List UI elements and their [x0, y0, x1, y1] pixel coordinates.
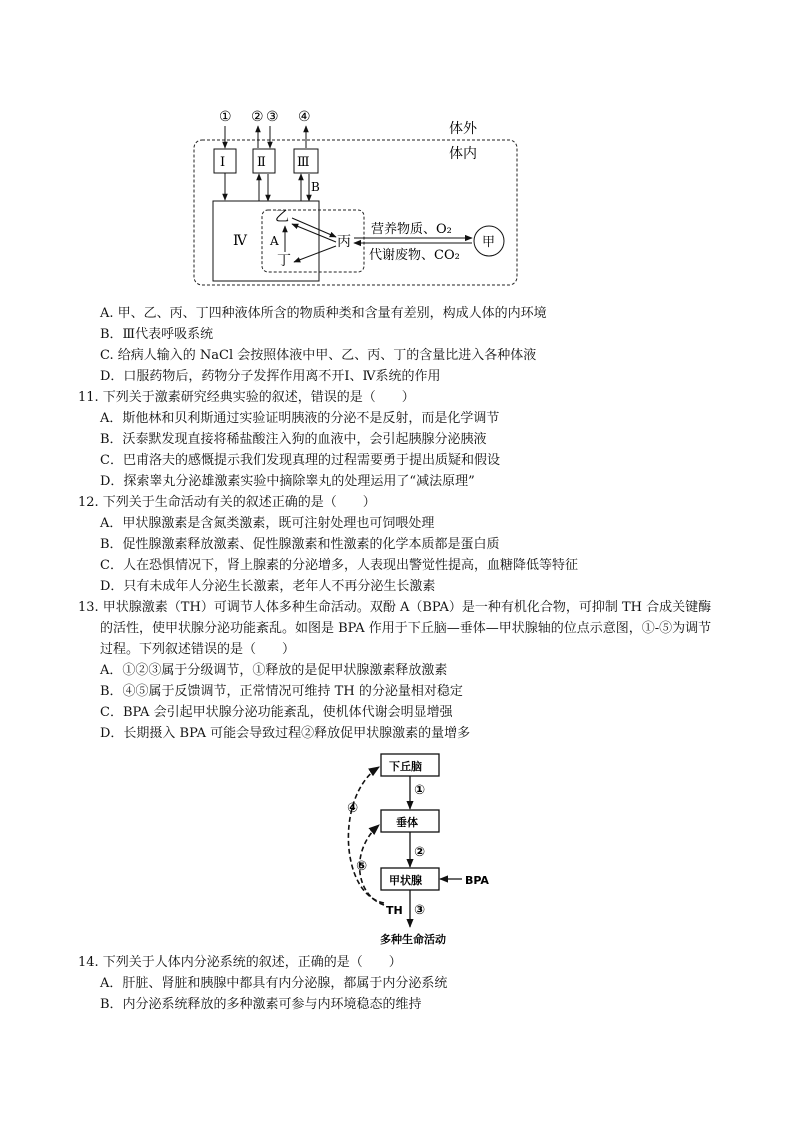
q12-option-b: B．促性腺激素释放激素、促性腺激素和性激素的化学本质都是蛋白质 — [100, 537, 500, 552]
arrow-label-1: ① — [219, 109, 232, 125]
q11-stem: 11. 下列关于激素研究经典实验的叙述，错误的是（ ） — [78, 390, 415, 405]
q13-stem-line-3: 过程。下列叙述错误的是（ ） — [100, 642, 296, 657]
q13-option-d: D．长期摄入 BPA 可能会导致过程②释放促甲状腺激素的量增多 — [100, 726, 471, 741]
q10-option-d: D．口服药物后，药物分子发挥作用离不开Ⅰ、Ⅳ系统的作用 — [100, 369, 441, 384]
q12-option-a: A．甲状腺激素是含氮类激素，既可注射处理也可饲喂处理 — [100, 516, 435, 531]
q11-option-c: C．巴甫洛夫的感慨提示我们发现真理的过程需要勇于提出质疑和假设 — [100, 453, 500, 468]
system-4-label: Ⅳ — [233, 233, 247, 249]
q11-option-d: D．探索睾丸分泌雄激素实验中摘除睾丸的处理运用了“减法原理” — [100, 474, 475, 489]
thyroid-label: 甲状腺 — [389, 874, 422, 887]
fluid-yi: 乙 — [275, 209, 289, 225]
q12-option-c: C．人在恐惧情况下，肾上腺素的分泌增多，人表现出警觉性提高，血糖降低等特征 — [100, 558, 578, 573]
q13-option-c: C．BPA 会引起甲状腺分泌功能紊乱，使机体代谢会明显增强 — [100, 705, 453, 720]
arrow-label-3: ③ — [266, 109, 279, 125]
internal-environment-diagram — [0, 0, 794, 300]
th-label: TH — [386, 904, 403, 917]
q14-stem: 14. 下列关于人体内分泌系统的叙述，正确的是（ ） — [78, 955, 402, 970]
q10-option-c: C. 给病人输入的 NaCl 会按照体液中甲、乙、丙、丁的含量比进入各种体液 — [100, 348, 537, 363]
system-4-box — [213, 201, 319, 281]
step-1: ① — [414, 783, 426, 798]
pituitary-label: 垂体 — [396, 816, 418, 829]
cell-jia-label: 甲 — [482, 235, 496, 250]
bpa-label: BPA — [465, 874, 489, 887]
nutrients-label: 营养物质、O₂ — [371, 222, 452, 237]
q10-option-b: B．Ⅲ代表呼吸系统 — [100, 327, 214, 342]
system-3-label: Ⅲ — [297, 155, 310, 170]
arrow-label-2: ② — [251, 109, 264, 125]
fluid-ding: 丁 — [277, 253, 291, 269]
q12-stem: 12. 下列关于生命活动有关的叙述正确的是（ ） — [78, 495, 376, 510]
label-b: B — [311, 180, 320, 194]
q10-option-a: A. 甲、乙、丙、丁四种液体所含的物质种类和含量有差别，构成人体的内环境 — [100, 306, 547, 321]
label-inside: 体内 — [449, 146, 477, 162]
system-2-label: Ⅱ — [257, 155, 266, 170]
q14-option-a: A．肝脏、肾脏和胰腺中都具有内分泌腺，都属于内分泌系统 — [100, 976, 448, 991]
step-2: ② — [414, 845, 426, 860]
q13-stem-line-1: 13. 甲状腺激素（TH）可调节人体多种生命活动。双酚 A（BPA）是一种有机化合物，可抑制 TH 合成关键酶 — [78, 600, 712, 615]
q12-option-d: D．只有未成年人分泌生长激素，老年人不再分泌生长激素 — [100, 579, 436, 594]
q13-option-b: B．④⑤属于反馈调节，正常情况可维持 TH 的分泌量相对稳定 — [100, 684, 463, 699]
hpt-axis-diagram — [0, 745, 794, 950]
step-4: ④ — [347, 801, 359, 816]
q14-option-b: B．内分泌系统释放的多种激素可参与内环境稳态的维持 — [100, 997, 422, 1012]
wastes-label: 代谢废物、CO₂ — [369, 248, 460, 263]
label-outside: 体外 — [449, 121, 477, 137]
q13-option-a: A．①②③属于分级调节，①释放的是促甲状腺激素释放激素 — [100, 663, 448, 678]
hypothalamus-label: 下丘脑 — [389, 760, 422, 773]
system-1-label: Ⅰ — [220, 155, 226, 170]
q13-stem-line-2: 的活性，使甲状腺分泌功能紊乱。如图是 BPA 作用于下丘脑—垂体—甲状腺轴的位点示意图，①-⑤为调节 — [100, 621, 712, 636]
step-5: ⑤ — [356, 859, 368, 874]
fluid-bing: 丙 — [337, 234, 351, 250]
arrow-label-4: ④ — [298, 109, 311, 125]
label-a: A — [270, 234, 279, 248]
step-3: ③ — [414, 903, 426, 918]
output-label: 多种生命活动 — [380, 933, 446, 946]
q11-option-a: A．斯他林和贝利斯通过实验证明胰液的分泌不是反射，而是化学调节 — [100, 411, 500, 426]
q11-option-b: B．沃泰默发现直接将稀盐酸注入狗的血液中，会引起胰腺分泌胰液 — [100, 432, 487, 447]
